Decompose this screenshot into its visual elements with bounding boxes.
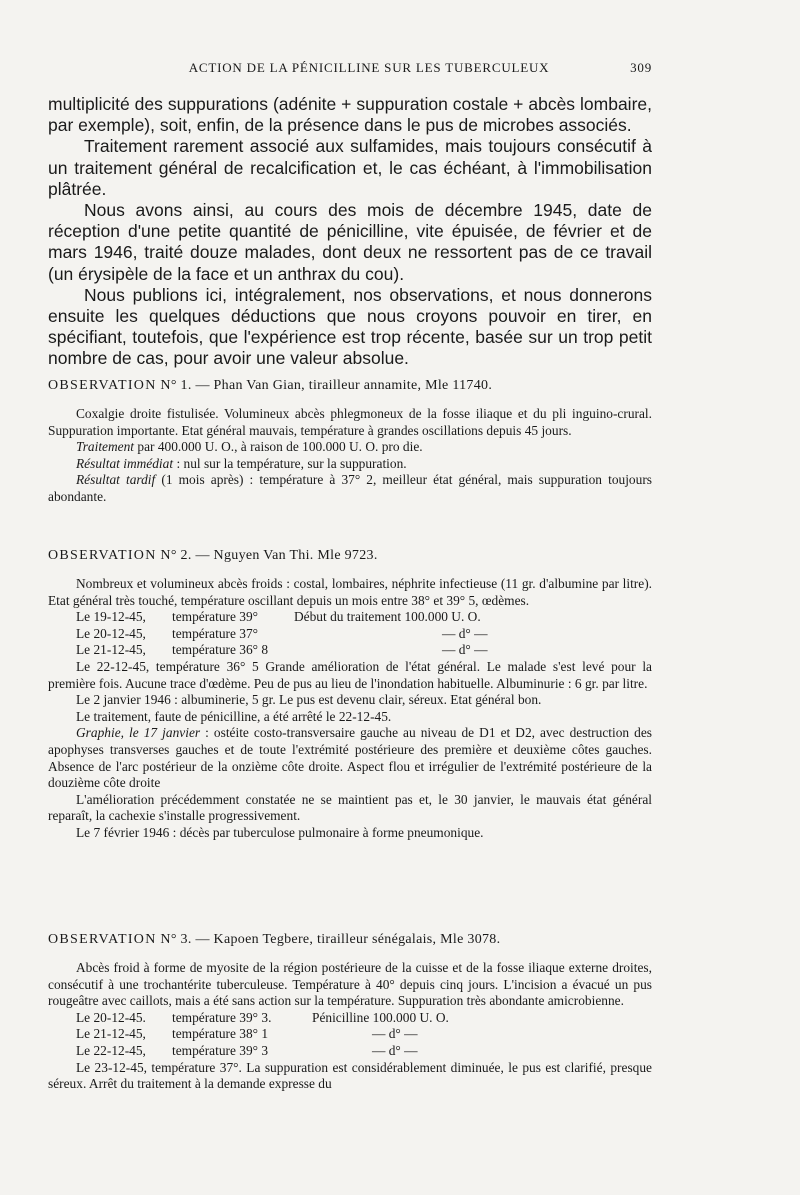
observation-number: N° 2. — [160, 548, 192, 563]
treatment-label: Traitement — [76, 439, 135, 455]
observation-paragraph: Le 22-12-45, température 36° 5 Grande amélioration de l'état général. Le malade s'est levé pour la première fois. Aucune trace d'œdème. Peu de pus au lieu de l'inondation habituelle. Albuminurie : 6 gr. par litre. — [48, 658, 652, 691]
observation-paragraph: L'amélioration précédemment constatée ne se maintient pas et, le 30 janvier, le mauvais état général reparaît, la cachexie s'installe progressivement. — [48, 791, 652, 824]
temperature-note: — d° — — [372, 1042, 418, 1058]
radiograph-text: : ostéite costo-transversaire gauche au niveau de D1 et D2, avec destruction des apophyses transverses gauches et de toute l'extrémité postérieure des première et deuxième côtes gauches. Absence de l'arc postérieur de la onzième côte droite. Aspect flou et irrégulier de l'extrémité postérieure de la douzième côte droite — [48, 725, 652, 791]
temperature-date: Le 22-12-45, — [76, 1042, 146, 1058]
radiograph-line — [48, 725, 652, 791]
temperature-value: température 36° 8 — [172, 642, 269, 658]
immediate-result-line — [48, 456, 652, 473]
temperature-value: température 39° 3 — [172, 1042, 269, 1058]
temperature-row — [48, 1043, 652, 1060]
radiograph-label: Graphie, le 17 janvier — [76, 725, 201, 741]
intro-paragraph: multiplicité des suppurations (adénite + suppuration costale + abcès lombaire, par exemple), soit, enfin, de la présence dans le pus de microbes associés. — [48, 94, 652, 136]
running-header — [48, 60, 652, 76]
intro-text — [48, 94, 652, 370]
immediate-result-label: Résultat immédiat — [76, 455, 174, 471]
temperature-value: température 39° — [172, 609, 259, 625]
temperature-value: température 39° 3. — [172, 1009, 272, 1025]
immediate-result-text: : nul sur la température, sur la suppuration. — [176, 455, 407, 471]
observation-paragraph: Abcès froid à forme de myosite de la région postérieure de la cuisse et de la fosse iliaque externe droites, consécutif à une trochantérite tuberculeuse. Température à 40° depuis cinq jours. L'incision a évacué un pus rougeâtre avec caillots, mais a été sans action sur la température. Suppuration très abondante amicrobienne. — [48, 960, 652, 1009]
observation-body — [48, 406, 652, 506]
observation-paragraph: Le traitement, faute de pénicilline, a été arrêté le 22-12-45. — [76, 708, 392, 724]
running-title: ACTION DE LA PÉNICILLINE SUR LES TUBERCULEUX — [188, 60, 550, 75]
observation-paragraph: Le 7 février 1946 : décès par tuberculose pulmonaire à forme pneumonique. — [76, 824, 484, 840]
treatment-line — [48, 439, 652, 456]
temperature-row — [48, 609, 652, 626]
page-number: 309 — [630, 60, 652, 75]
temperature-note: — d° — — [372, 1026, 418, 1042]
treatment-text: par 400.000 U. O., à raison de 100.000 U. O. pro die. — [137, 439, 423, 455]
temperature-note: Début du traitement 100.000 U. O. — [294, 609, 481, 625]
observation-patient: — Phan Van Gian, tirailleur annamite, Mle 11740. — [195, 378, 493, 393]
observation-number: N° 1. — [160, 378, 192, 393]
observation-label: OBSERVATION — [48, 548, 157, 563]
observation-paragraph: Le 23-12-45, température 37°. La suppuration est considérablement diminuée, le pus est clarifié, presque séreux. Arrêt du traitement à la demande expresse du — [48, 1059, 652, 1092]
observation-paragraph: Le 2 janvier 1946 : albuminerie, 5 gr. Le pus est devenu clair, séreux. Etat général bon. — [76, 692, 542, 708]
observation-patient: — Nguyen Van Thi. Mle 9723. — [195, 548, 378, 563]
temperature-row — [48, 1010, 652, 1027]
observation-paragraph: Nombreux et volumineux abcès froids : costal, lombaires, néphrite infectieuse (11 gr. d'albumine par litre). Etat général très touché, température oscillant depuis un mois entre 38° et 39° 5, œdèmes. — [48, 576, 652, 608]
observation-heading — [48, 378, 652, 394]
temperature-value: température 38° 1 — [172, 1026, 269, 1042]
intro-paragraph: Traitement rarement associé aux sulfamides, mais toujours consécutif à un traitement général de recalcification et, le cas échéant, à l'immobilisation plâtrée. — [48, 136, 652, 199]
observation-number: N° 3. — [160, 932, 192, 947]
observation-heading — [48, 548, 652, 564]
temperature-note: — d° — — [442, 625, 488, 641]
observation-body — [48, 576, 652, 842]
intro-paragraph: Nous publions ici, intégralement, nos observations, et nous donnerons ensuite les quelques déductions que nous croyons pouvoir en tirer, en spécifiant, toutefois, que l'expérience est trop récente, basée sur un trop petit nombre de cas, pour avoir une valeur absolue. — [48, 284, 652, 369]
temperature-value: température 37° — [172, 625, 259, 641]
observation-3 — [48, 932, 652, 1093]
temperature-row — [48, 626, 652, 643]
observation-heading — [48, 932, 652, 948]
observation-body — [48, 960, 652, 1093]
temperature-row — [48, 1026, 652, 1043]
observation-patient: — Kapoen Tegbere, tirailleur sénégalais, Mle 3078. — [195, 932, 501, 947]
temperature-note: — d° — — [442, 642, 488, 658]
late-result-line — [48, 472, 652, 505]
observation-paragraph: Coxalgie droite fistulisée. Volumineux abcès phlegmoneux de la fosse iliaque et du pli inguino-crural. Suppuration importante. Etat général mauvais, température à grandes oscillations depuis 45 jours. — [48, 406, 652, 438]
temperature-date: Le 20-12-45. — [76, 1009, 146, 1025]
temperature-date: Le 21-12-45, — [76, 1026, 146, 1042]
late-result-label: Résultat tardif — [76, 472, 156, 488]
temperature-date: Le 20-12-45, — [76, 625, 146, 641]
observation-2 — [48, 548, 652, 842]
temperature-date: Le 21-12-45, — [76, 642, 146, 658]
observation-label: OBSERVATION — [48, 378, 157, 393]
temperature-note: Pénicilline 100.000 U. O. — [312, 1009, 449, 1025]
late-result-text: (1 mois après) : température à 37° 2, meilleur état général, mais suppuration toujours abondante. — [48, 472, 652, 504]
intro-paragraph: Nous avons ainsi, au cours des mois de décembre 1945, date de réception d'une petite quantité de pénicilline, vite épuisée, de février et de mars 1946, traité douze malades, dont deux ne ressortent pas de ce travail (un érysipèle de la face et un anthrax du cou). — [48, 200, 652, 284]
observation-1 — [48, 378, 652, 506]
temperature-row — [48, 642, 652, 659]
temperature-date: Le 19-12-45, — [76, 609, 146, 625]
observation-label: OBSERVATION — [48, 932, 157, 947]
